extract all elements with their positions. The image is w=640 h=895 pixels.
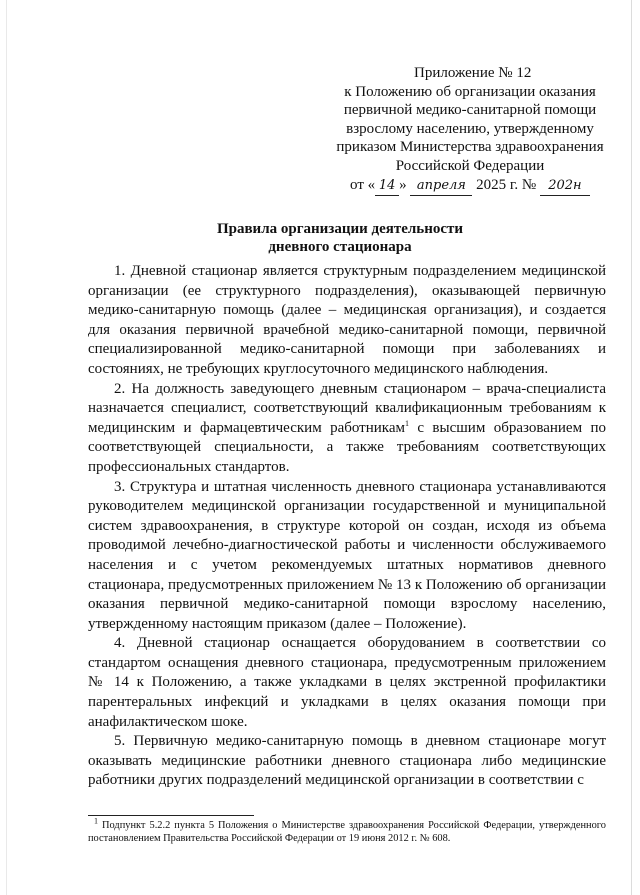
footnote-mark: 1 xyxy=(94,816,98,826)
footnote-ref: 1 xyxy=(404,418,409,428)
paragraph-3: 3. Структура и штатная численность дневного стационара устанавливаются руководителем медицинской организации государственной и муниципальной систем здравоохранения, в структуре которой он создан, исходя из объема проводимой лечебно-диагностической работы и численности обслуживаемого населения и с учетом рекомендуемых штатных нормативов дневного стационара, предусмотренных приложением № 13 к Положению об организации оказания первичной медико-санитарной помощи взрослому населению, утвержденному настоящим приказом (далее – Положение). xyxy=(88,478,606,632)
title-line: дневного стационара xyxy=(268,238,412,255)
annex-line: к Положению об организации оказания xyxy=(344,83,596,100)
handwritten-order-number: 202н xyxy=(540,177,590,197)
annex-line: Российской Федерации xyxy=(395,157,545,174)
annex-date-line xyxy=(330,176,610,197)
handwritten-month: апреля xyxy=(410,177,472,197)
date-year: 2025 г. № xyxy=(476,176,537,193)
document-body xyxy=(88,262,606,791)
paragraph-1: 1. Дневной стационар является структурным подразделением медицинской организации (ее структурного подразделения), оказывающей первичную медико-санитарную помощь (далее – медицинская организация), и создается для оказания первичной врачебной медико-санитарной помощи, первичной специализированной медико-санитарной помощи при заболеваниях и состояниях, не требующих круглосуточного медицинского наблюдения. xyxy=(88,263,606,377)
handwritten-day: 14 xyxy=(375,177,399,197)
annex-line: приказом Министерства здравоохранения xyxy=(336,139,604,156)
footnote-text: Подпункт 5.2.2 пункта 5 Положения о Министерстве здравоохранения Российской Федерации, утвержденного постановлением Правительства Российской Федерации от 19 июня 2012 г. № 608. xyxy=(88,820,606,844)
document-title xyxy=(190,221,490,256)
scan-edge-left xyxy=(6,0,7,895)
paragraph-4: 4. Дневной стационар оснащается оборудованием в соответствии со стандартом оснащения дневного стационара, предусмотренным приложением № 14 к Положению, а также укладками в целях экстренной профилактики парентеральных инфекций и укладками в целях оказания помощи при анафилактическом шоке. xyxy=(88,635,606,730)
date-prefix: от « xyxy=(350,176,376,193)
paragraph-2-text-cont: с высшим образованием по соответствующей специальности, а также требованиям соответствующих профессиональных стандартов. xyxy=(88,419,606,475)
scan-edge-right xyxy=(631,0,632,895)
annex-line: взрослому населению, утвержденному xyxy=(346,120,594,137)
paragraph-2-text: 2. На должность заведующего дневным стационаром – врача-специалиста назначается специалист, соответствующий квалификационным требованиям к медицинским и фармацевтическим работникам xyxy=(88,380,606,436)
paragraph-2 xyxy=(88,380,606,478)
paragraph-5: 5. Первичную медико-санитарную помощь в дневном стационаре могут оказывать медицинские работники дневного стационара либо медицинские работники других подразделений медицинской организации в соответствии с xyxy=(88,733,606,789)
title-line: Правила организации деятельности xyxy=(216,221,464,237)
date-mid: » xyxy=(399,176,407,193)
annex-line: первичной медико-санитарной помощи xyxy=(343,102,597,119)
footnote-separator xyxy=(88,815,254,816)
footnote xyxy=(88,816,606,845)
annex-number: Приложение № 12 xyxy=(414,65,532,81)
annex-header xyxy=(330,64,610,196)
